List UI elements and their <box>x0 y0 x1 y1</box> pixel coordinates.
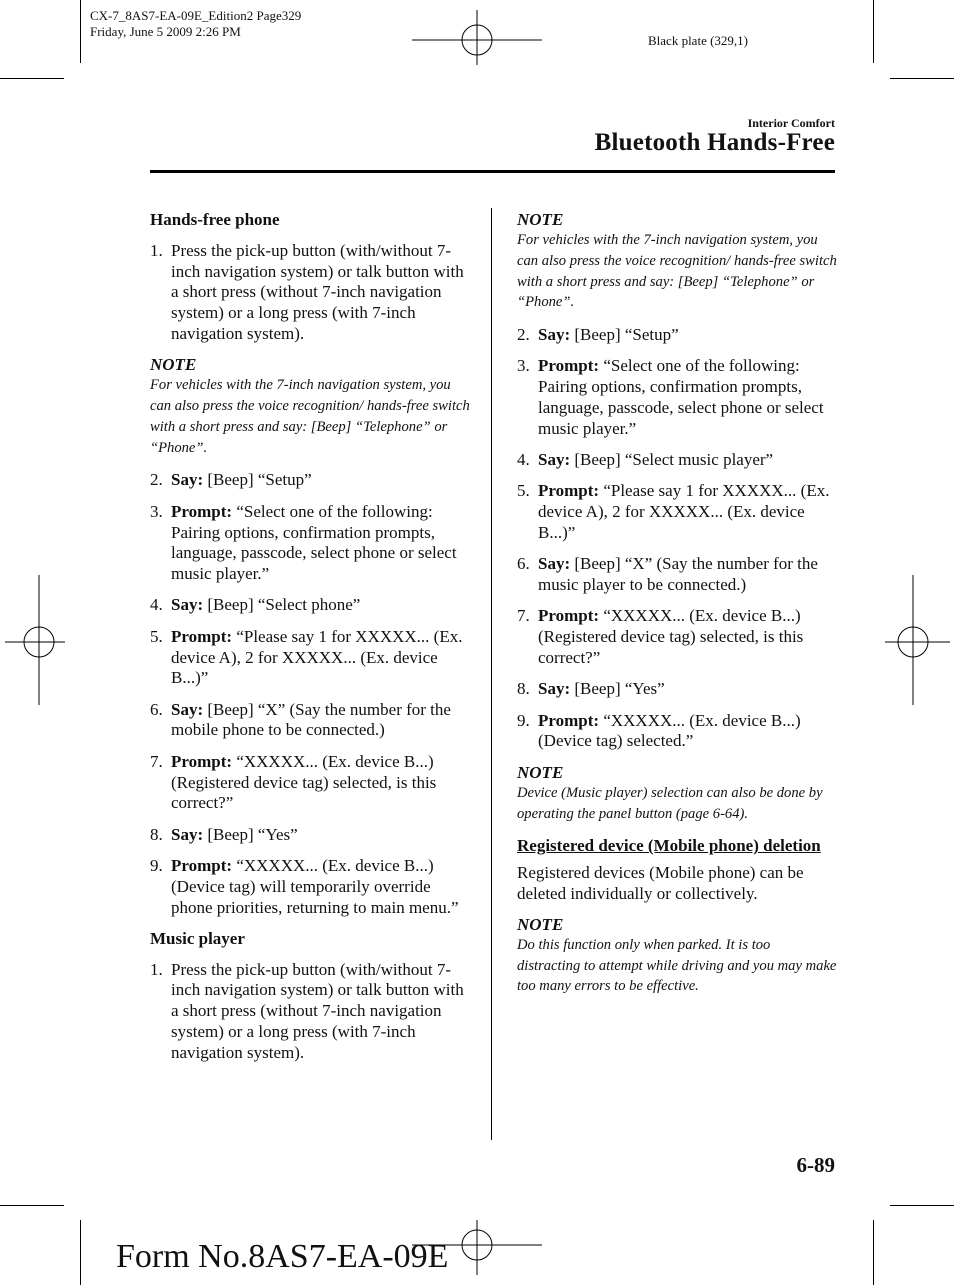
note-title: NOTE <box>517 762 564 782</box>
list-item: 4. Say: [Beep] “Select music player” <box>517 450 774 470</box>
crop-mark <box>80 1220 81 1285</box>
note-block <box>517 210 837 313</box>
crop-mark <box>873 1220 874 1285</box>
list-item: 2. Say: [Beep] “Setup” <box>150 470 312 490</box>
list-item: 9. Prompt: “XXXXX... (Ex. device B...) (Device tag) selected.” <box>517 710 801 751</box>
list-item: 3. Prompt: “Select one of the following: Pairing options, confirmation prompts, language, passcode, select phone or select music player.” <box>150 501 457 584</box>
note-block <box>517 763 837 825</box>
step-text: Press the pick-up button (with/without 7-inch navigation system) or talk button with a short press (without 7-inch navigation system) or a long press (with 7-inch navigation system). <box>171 240 464 343</box>
print-meta-line2: Friday, June 5 2009 2:26 PM <box>90 24 241 39</box>
music-player-heading: Music player <box>150 928 245 948</box>
crop-mark <box>0 1205 64 1206</box>
left-column <box>150 210 470 1074</box>
note-text: Device (Music player) selection can also be done by operating the panel button (page 6-64). <box>517 784 823 822</box>
plate-label: Black plate (329,1) <box>648 33 748 48</box>
step-text: Press the pick-up button (with/without 7-inch navigation system) or talk button with a short press (without 7-inch navigation system) or a long press (with 7-inch navigation system). <box>171 959 464 1062</box>
crop-mark <box>0 78 64 79</box>
note-block <box>517 915 837 997</box>
hands-free-step-list <box>150 241 470 345</box>
music-player-step-list <box>150 960 470 1064</box>
list-item: 4. Say: [Beep] “Select phone” <box>150 595 361 615</box>
column-divider <box>491 208 492 1140</box>
right-column <box>517 210 837 1009</box>
page-title: Bluetooth Hands-Free <box>594 129 835 156</box>
list-item: 8. Say: [Beep] “Yes” <box>150 824 298 844</box>
list-item: 6. Say: [Beep] “X” (Say the number for the mobile phone to be connected.) <box>150 699 451 740</box>
print-meta <box>90 8 301 40</box>
note-title: NOTE <box>517 914 564 934</box>
list-item: 7. Prompt: “XXXXX... (Ex. device B...) (Registered device tag) selected, is this correct?” <box>150 751 437 813</box>
registered-device-deletion-heading: Registered device (Mobile phone) deletion <box>517 836 821 856</box>
list-item: 2. Say: [Beep] “Setup” <box>517 325 679 345</box>
list-item: 9. Prompt: “XXXXX... (Ex. device B...) (Device tag) will temporarily override phone priorities, returning to main menu.” <box>150 855 459 917</box>
registration-mark-top <box>412 10 542 70</box>
note-text: For vehicles with the 7-inch navigation system, you can also press the voice recognition/ hands-free switch with a short press and say: [Beep] “Telephone” or “Phone”. <box>150 377 470 456</box>
crop-mark <box>890 78 954 79</box>
note-text: Do this function only when parked. It is too distracting to attempt while driving and you may make too many errors to be effective. <box>517 936 837 995</box>
registered-device-deletion-text: Registered devices (Mobile phone) can be deleted individually or collectively. <box>517 863 804 903</box>
note-title: NOTE <box>517 210 564 229</box>
note-text: For vehicles with the 7-inch navigation system, you can also press the voice recognition/ hands-free switch with a short press and say: [Beep] “Telephone” or “Phone”. <box>517 232 837 311</box>
list-item: 5. Prompt: “Please say 1 for XXXXX... (Ex. device A), 2 for XXXXX... (Ex. device B...)” <box>150 626 463 688</box>
list-item: 6. Say: [Beep] “X” (Say the number for the music player to be connected.) <box>517 554 818 595</box>
list-item: 7. Prompt: “XXXXX... (Ex. device B...) (Registered device tag) selected, is this correct?” <box>517 606 804 668</box>
note-title: NOTE <box>150 355 197 375</box>
crop-mark <box>873 0 874 63</box>
note-block <box>150 355 470 458</box>
section-label: Interior Comfort <box>747 116 835 130</box>
crop-mark <box>890 1205 954 1206</box>
crop-mark <box>80 0 81 63</box>
list-item: 1. Press the pick-up button (with/without 7-inch navigation system) or talk button with a short press (without 7-inch navigation system) or a long press (with 7-inch navigation system). <box>150 959 464 1062</box>
header-rule <box>150 170 835 173</box>
form-number: Form No.8AS7-EA-09E <box>116 1238 449 1275</box>
registration-mark-right <box>885 575 950 705</box>
list-item: 3. Prompt: “Select one of the following: Pairing options, confirmation prompts, language, passcode, select phone or select music player.” <box>517 356 824 438</box>
print-meta-line1: CX-7_8AS7-EA-09E_Edition2 Page329 <box>90 8 302 23</box>
music-player-step-list-continued <box>517 325 837 752</box>
page-number: 6-89 <box>796 1153 835 1177</box>
list-item: 5. Prompt: “Please say 1 for XXXXX... (Ex. device A), 2 for XXXXX... (Ex. device B...)” <box>517 481 830 543</box>
list-item: 8. Say: [Beep] “Yes” <box>517 679 665 699</box>
list-item: 1. Press the pick-up button (with/without 7-inch navigation system) or talk button with a short press (without 7-inch navigation system) or a long press (with 7-inch navigation system). <box>150 240 464 343</box>
hands-free-step-list-continued <box>150 470 470 918</box>
registration-mark-left <box>5 575 65 705</box>
hands-free-phone-heading: Hands-free phone <box>150 210 280 229</box>
